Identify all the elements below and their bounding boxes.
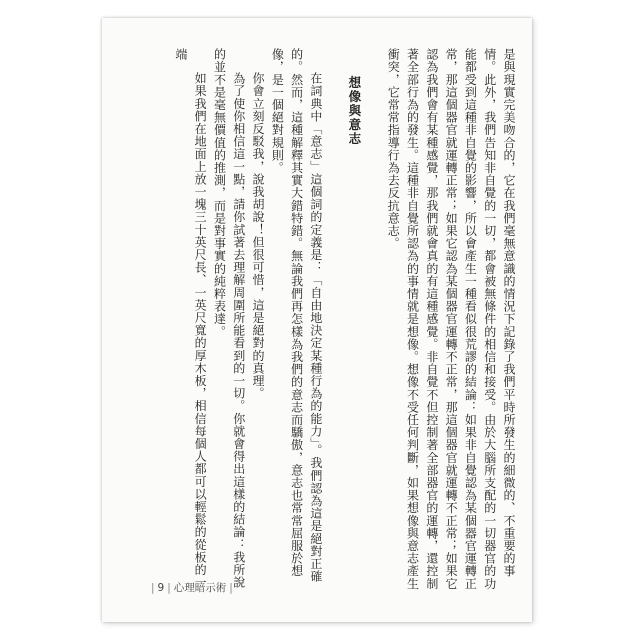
footer-separator: | bbox=[229, 582, 233, 594]
paragraph: 如果我們在地面上放一塊三十英尺長、一英尺寬的厚木板，相信每個人都可以輕鬆的從板的一端 bbox=[173, 48, 208, 589]
footer-separator: | bbox=[151, 582, 155, 594]
body-text bbox=[118, 48, 518, 596]
paragraph: 在詞典中「意志」這個詞的定義是：「自由地決定某種行為的能力」。我們認為這是絕對正確的。然而，這種解釋其實大錯特錯。無論我們再怎樣為我們的意志而驕傲，意志也常常屈服於想像，是一個絕對規則。 bbox=[270, 48, 323, 583]
paragraph: 你會立刻反駁我，說我胡說！但很可惜，這是絕對的真理。 bbox=[251, 72, 266, 400]
spacer bbox=[369, 48, 383, 596]
spacer bbox=[325, 48, 339, 596]
paragraph: 是與現實完美吻合的，它在我們毫無意識的情況下記錄了我們平時所發生的細微的、不重要的事情。此外，我們告知非自覺的一切，都會被無條件的相信和接受。由於大腦所支配的一切器官的功能都受到這種非自覺的影響，所以會產生一種看似很荒謬的結論：如果非自覺認為某個器官運轉正常，那這個器官就運轉正常；如果它認為某個器官運轉不正常，那這個器官就運轉不正常；如果它認為我們會有某種感覺，那我們就會真的有這種感覺。非自覺不但控制著全部器官的運轉，還控制著全部行為的發生。這種非自覺所認為的事情就是想像。想像不受任何判斷，如果想像與意志產生衝突，它常常指導行為去反抗意志。 bbox=[386, 48, 516, 590]
footer-separator: | bbox=[167, 582, 171, 594]
page-footer bbox=[148, 580, 236, 595]
paragraph: 為了使你相信這一點，請你試著去理解周圍所能看到的一切。你就會得出這樣的結論：我所說的並不是毫無價值的推測，而是對事實的純粹表達。 bbox=[212, 48, 246, 589]
section-heading: 想像與意志 bbox=[346, 76, 362, 146]
book-title: 心理暗示術 bbox=[173, 582, 227, 594]
page-number: 9 bbox=[157, 582, 165, 594]
